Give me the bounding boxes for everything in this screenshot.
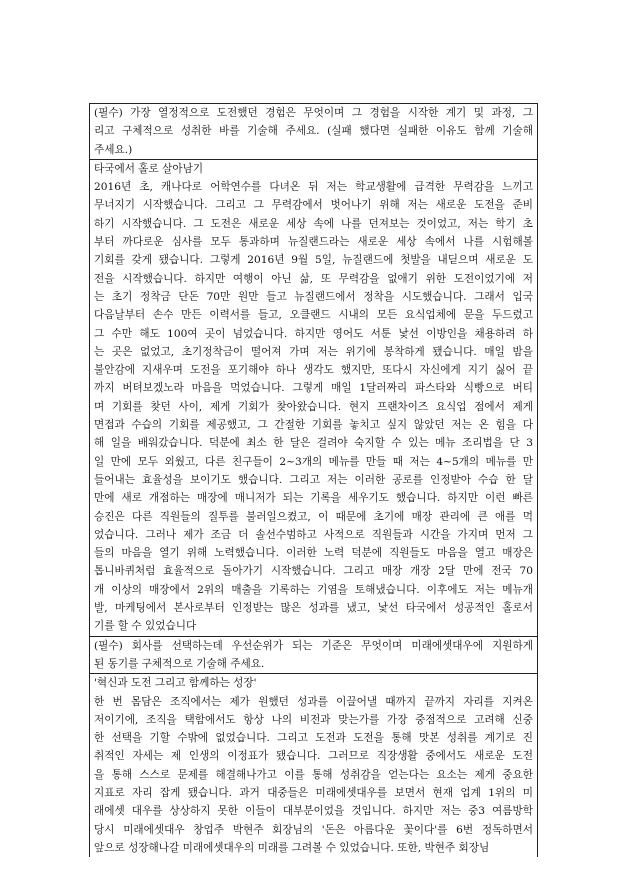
answer-text-line: 다음날부터 손수 만든 이력서를 들고, 오클랜드 시내의 모든 요식업체에 문을 두드렸고 <box>94 309 533 322</box>
answer-text-line: 승진은 다른 직원들의 질투를 불러일으켰고, 이 때문에 초기에 매장 관리에 큰 애를 먹 <box>94 510 533 523</box>
answer-text-line: 면접과 수습의 기회를 제공했고, 그 간절한 기회를 놓치고 싶지 않았던 저는 온 힘을 다 <box>94 419 533 432</box>
answer-text-line: 한 선택을 기할 수밖에 없었습니다. 그리고 도전과 도전을 통해 맛본 성취를 계기로 진 <box>94 732 533 745</box>
question-text-line: (필수) 가장 열정적으로 도전했던 경험은 무엇이며 그 경험을 시작한 계기 및 과정, 그 <box>94 107 533 119</box>
answer-text-line: 들어내는 효율성을 보이기도 했습니다. 그리고 저는 이러한 공로를 인정받아 수습 한 달 <box>94 473 533 486</box>
answer-text-line: 그 수만 해도 100여 곳이 넘었습니다. 하지만 영어도 서툰 낯선 이방인을 채용하려 하 <box>94 327 533 340</box>
answer-text-line: 앞으로 성장해나갈 미래에셋대우의 미래를 그려볼 수 있었습니다. 또한, 박현주 회장님 <box>94 841 490 854</box>
answer-text-line: 을 통해 스스로 문제를 해결해나가고 이를 통해 성취감을 얻는다는 요소는 제게 중요한 <box>94 768 533 781</box>
answer-text-line: 발, 마케팅에서 본사로부터 인정받는 많은 성과를 냈고, 낯선 타국에서 성공적인 홀로서 <box>94 602 533 615</box>
question-text-line: 된 동기를 구체적으로 기술해 주세요. <box>94 657 265 670</box>
answer-2 <box>90 674 537 857</box>
question-2 <box>90 636 537 675</box>
answer-text-line: 는 곳은 없었고, 초기정착금이 떨어져 가며 저는 위기에 봉착하게 됐습니다. 매일 밤을 <box>94 345 533 358</box>
answer-text-line: 들의 마음을 열기 위해 노력했습니다. 이러한 노력 덕분에 직원들도 마음을 열고 매장은 <box>94 547 533 560</box>
answer-text-line: 취적인 자세는 제 인생의 이정표가 됐습니다. 그러므로 직장생활 중에서도 새로운 도전 <box>94 750 533 763</box>
question-text-line: 주세요.) <box>94 143 133 156</box>
question-text-line: 리고 구체적으로 성취한 바를 기술해 주세요. (실패 했다면 실패한 이유도 함께 기술해 <box>94 125 533 138</box>
answer-text-line: 까지 버텨보겠노라 마음을 먹었습니다. 그렇게 매일 1달러짜리 파스타와 식빵으로 버티 <box>94 382 533 395</box>
question-text-line: (필수) 회사를 선택하는데 우선순위가 되는 기준은 무엇이며 미래에셋대우에 지원하게 <box>94 639 533 652</box>
question-1 <box>90 103 537 160</box>
answer-text-line: 부터 까다로운 심사를 모두 통과하며 뉴질랜드라는 새로운 세상 속에서 나를 시험해볼 <box>94 236 533 249</box>
answer-text-line: 지표로 자리 잡게 됐습니다. 과거 대중들은 미래에셋대우를 보면서 현재 업계 1위의 미 <box>94 786 533 799</box>
answer-text-line: 만에 새로 개점하는 매장에 매니저가 되는 기록을 세우기도 했습니다. 하지만 이런 빠른 <box>94 492 533 505</box>
answer-text-line: 래에셋 대우를 상상하지 못한 이들이 대부분이었을 것입니다. 하지만 저는 중3 여름방학 <box>94 805 533 818</box>
answer-text-line: 하기 시작했습니다. 그 도전은 새로운 세상 속에 나를 던져보는 것이었고, 저는 학기 초 <box>94 217 533 230</box>
answer-text-line: 당시 미래에셋대우 창업주 박현주 회장님의 '돈은 아름다운 꽃이다'를 6번 정독하면서 <box>94 823 533 836</box>
answer-text-line: 기회를 갖게 됐습니다. 그렇게 2016년 9월 5일, 뉴질랜드에 첫발을 내딛으며 새로운 도 <box>94 254 533 267</box>
answer-text-line: 기를 할 수 있었습니다 <box>94 620 197 633</box>
answer-text-line: 었습니다. 그러나 제가 조금 더 솔선수범하고 사적으로 직원들과 시간을 가지며 먼저 그 <box>94 528 533 541</box>
answer-text-line: 한 번 몸담은 조직에서는 제가 원했던 성과를 이끌어낼 때까지 끝까지 자리를 지켜온 <box>94 695 533 708</box>
answer-text-line: 며 기회를 찾던 사이, 제게 기회가 찾아왔습니다. 현지 프랜차이즈 요식업 점에서 제게 <box>94 400 533 413</box>
essay-form <box>89 103 538 857</box>
answer-text-line: 무너지기 시작했습니다. 그리고 그 무력감에서 벗어나기 위해 저는 새로운 도전을 준비 <box>94 199 533 212</box>
answer-text-line: 일 만에 모두 외웠고, 다른 친구들이 2~3개의 메뉴를 만들 때 저는 4~5개의 메뉴를 만 <box>94 455 533 468</box>
answer-1 <box>90 160 537 636</box>
answer-text-line: 저이기에, 조직을 택함에서도 항상 나의 비전과 맞는가를 가장 중점적으로 고려해 신중 <box>94 713 533 726</box>
answer-text-line: 해 일을 배워갔습니다. 덕분에 최소 한 달은 걸려야 숙지할 수 있는 메뉴 조리법을 단 3 <box>94 437 533 450</box>
answer-text-line: 전을 시작했습니다. 하지만 여행이 아닌 삶, 또 무력감을 없애기 위한 도전이었기에 저 <box>94 272 533 285</box>
answer-text-line: 불안감에 지새우며 도전을 포기해야 하나 생각도 했지만, 또다시 자신에게 지기 싫어 끝 <box>94 364 533 377</box>
answer-2-title: '혁신과 도전 그리고 함께하는 성장' <box>94 677 257 690</box>
answer-text-line: 2016년 초, 캐나다로 어학연수를 다녀온 뒤 저는 학교생활에 급격한 무력감을 느끼고 <box>94 181 533 194</box>
answer-text-line: 는 초기 정착금 단돈 70만 원만 들고 뉴질랜드에서 정착을 시도했습니다. 그래서 입국 <box>94 290 533 303</box>
answer-text-line: 개 이상의 매장에서 2위의 매출을 기록하는 기염을 토해냈습니다. 이후에도 저는 메뉴개 <box>94 583 533 596</box>
answer-1-title: 타국에서 홀로 살아남기 <box>94 162 204 175</box>
answer-text-line: 톱니바퀴처럼 효율적으로 돌아가기 시작했습니다. 그리고 매장 개장 2달 만에 전국 70 <box>94 565 533 578</box>
